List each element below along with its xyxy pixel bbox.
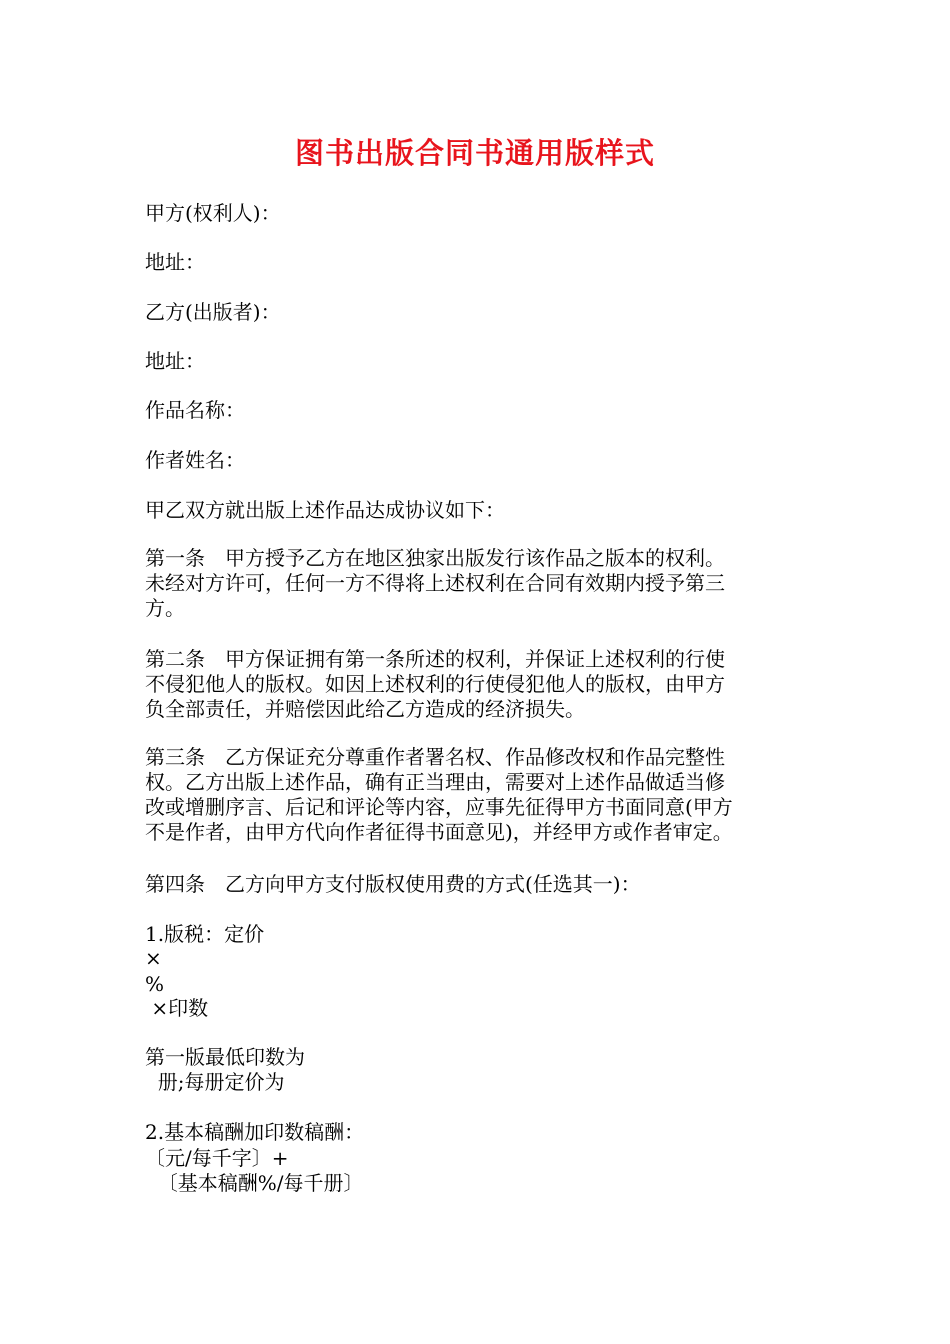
party-b-address-field: 地址： [145, 349, 205, 373]
royalty-option-label: 1.版税：定价 [145, 922, 265, 946]
article-line: 未经对方许可，任何一方不得将上述权利在合同有效期内授予第三 [145, 571, 725, 595]
article-4 [145, 872, 815, 897]
article-line: 第一条 甲方授予乙方在地区独家出版发行该作品之版本的权利。 [145, 546, 725, 570]
author-name-field: 作者姓名： [145, 448, 245, 472]
article-2 [145, 647, 815, 722]
royalty-percent-sign: % [145, 972, 165, 996]
article-line: 负全部责任，并赔偿因此给乙方造成的经济损失。 [145, 697, 585, 721]
article-line: 第三条 乙方保证充分尊重作者署名权、作品修改权和作品完整性 [145, 745, 725, 769]
party-a-field: 甲方(权利人)： [145, 201, 281, 225]
article-line: 第二条 甲方保证拥有第一条所述的权利，并保证上述权利的行使 [145, 647, 725, 671]
base-fee-per-thousand-words: 〔元/每千字〕+ [145, 1146, 289, 1170]
article-line: 改或增删序言、后记和评论等内容，应事先征得甲方书面同意(甲方 [145, 795, 733, 819]
intro-paragraph: 甲乙双方就出版上述作品达成协议如下： [145, 498, 505, 522]
work-title-field: 作品名称： [145, 398, 245, 422]
first-edition-unit-price: 册;每册定价为 [145, 1070, 285, 1094]
party-a-address-field: 地址： [145, 250, 205, 274]
royalty-print-count: ×印数 [145, 996, 209, 1020]
royalty-multiply-sign: × [145, 946, 162, 970]
article-line: 方。 [145, 596, 185, 620]
base-fee-option-label: 2.基本稿酬加印数稿酬： [145, 1120, 365, 1144]
document-title: 图书出版合同书通用版样式 [294, 136, 655, 170]
article-1 [145, 546, 815, 621]
first-edition-min-print: 第一版最低印数为 [145, 1045, 305, 1069]
article-line: 不侵犯他人的版权。如因上述权利的行使侵犯他人的版权，由甲方 [145, 672, 725, 696]
article-line: 不是作者，由甲方代向作者征得书面意见)，并经甲方或作者审定。 [145, 820, 733, 844]
base-fee-per-thousand-copies: 〔基本稿酬%/每千册〕 [145, 1171, 364, 1195]
article-3 [145, 745, 815, 845]
party-b-field: 乙方(出版者)： [145, 300, 281, 324]
article-line: 第四条 乙方向甲方支付版权使用费的方式(任选其一)： [145, 872, 641, 896]
article-line: 权。乙方出版上述作品，确有正当理由，需要对上述作品做适当修 [145, 770, 725, 794]
